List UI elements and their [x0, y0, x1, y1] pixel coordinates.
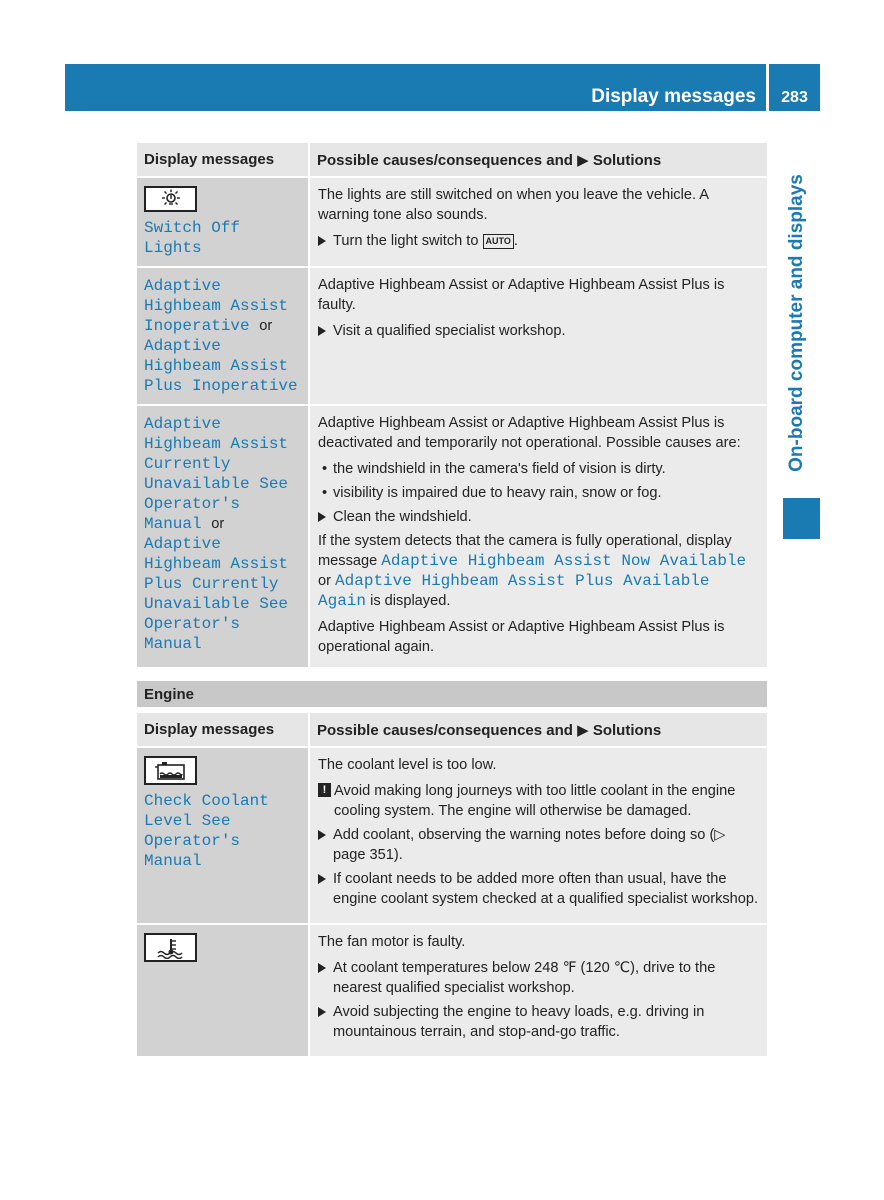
solution-cell: [309, 747, 767, 924]
solution-step: Avoid subjecting the engine to heavy loads, e.g. driving in mountainous terrain, and stop-and-go traffic.: [318, 1002, 761, 1042]
solution-cell: [309, 924, 767, 1057]
cause-text: The lights are still switched on when you leave the vehicle. A warning tone also sounds.: [318, 187, 709, 223]
column-header-causes: Possible causes/consequences and ▶ Solutions: [309, 143, 767, 177]
solution-step: Clean the windshield.: [318, 507, 761, 527]
column-header-messages: Display messages: [137, 143, 309, 177]
bullet-arrow-icon: [318, 830, 326, 840]
table-header: [137, 143, 767, 177]
page-title: Display messages: [591, 86, 756, 107]
table-row: [137, 177, 767, 267]
engine-table: [137, 681, 767, 1058]
bullet-arrow-icon: [318, 326, 326, 336]
warning-icon: !: [318, 783, 331, 797]
solution-step: At coolant temperatures below 248 ℉ (120 ℃), drive to the nearest qualified specialist workshop.: [318, 958, 761, 998]
bullet-arrow-icon: [318, 963, 326, 973]
coolant-level-icon: [144, 756, 197, 785]
solution-step: Visit a qualified specialist workshop.: [318, 321, 761, 341]
light-icon: [144, 186, 197, 212]
message-text: Switch Off Lights: [144, 219, 241, 257]
chapter-tab-label: On-board computer and displays: [786, 173, 807, 472]
section-header: [137, 681, 767, 710]
message-cell: [137, 405, 309, 668]
solution-cell: [309, 405, 767, 668]
message-text: Adaptive Highbeam Assist Currently Unavailable See Operator's Manual or Adaptive Highbeam Assist Plus Currently Unavailable See Operator's Manual: [144, 415, 289, 653]
solution-cell: [309, 267, 767, 405]
message-cell: [137, 747, 309, 924]
cause-text: Adaptive Highbeam Assist or Adaptive Highbeam Assist Plus is operational again.: [318, 619, 725, 655]
display-messages-table: [137, 143, 767, 669]
solution-arrow-icon: ▶: [577, 722, 589, 739]
column-header-causes: Possible causes/consequences and ▶ Solutions: [309, 710, 767, 747]
table-row: [137, 747, 767, 924]
message-cell: [137, 267, 309, 405]
coolant-temperature-icon: [144, 933, 197, 962]
cause-text: The fan motor is faulty.: [318, 934, 466, 950]
warning-note: ! Avoid making long journeys with too little coolant in the engine cooling system. The engine will otherwise be damaged.: [318, 781, 761, 821]
bullet-arrow-icon: [318, 874, 326, 884]
header-bar: [65, 64, 766, 111]
cause-text: The coolant level is too low.: [318, 757, 497, 773]
table-row: [137, 924, 767, 1057]
message-cell: [137, 924, 309, 1057]
message-text: Check Coolant Level See Operator's Manual: [144, 792, 269, 870]
bullet-arrow-icon: [318, 236, 326, 246]
message-text: Adaptive Highbeam Assist Inoperative or Adaptive Highbeam Assist Plus Inoperative: [144, 277, 298, 395]
page-number-box: [769, 64, 820, 111]
bullet-arrow-icon: [318, 512, 326, 522]
chapter-marker: [783, 498, 820, 539]
chapter-tab: [777, 150, 817, 495]
cause-text: Adaptive Highbeam Assist or Adaptive Highbeam Assist Plus is faulty.: [318, 277, 725, 313]
solution-step: Turn the light switch to AUTO .: [318, 231, 761, 251]
auto-switch-icon: AUTO: [483, 234, 514, 249]
cause-text: If the system detects that the camera is fully operational, display message Adaptive Highbeam Assist Now Available or Adaptive Highbeam Assist Plus Available Again is displayed.: [318, 533, 747, 610]
page-number: 283: [781, 89, 808, 106]
bullet-arrow-icon: [318, 1007, 326, 1017]
message-cell: [137, 177, 309, 267]
cause-item: • the windshield in the camera's field of vision is dirty.: [322, 461, 666, 477]
table-row: [137, 267, 767, 405]
solution-cell: [309, 177, 767, 267]
solution-step: Add coolant, observing the warning notes before doing so (▷ page 351).: [318, 825, 761, 865]
solution-step: If coolant needs to be added more often than usual, have the engine coolant system checked at a qualified specialist workshop.: [318, 869, 761, 909]
column-header-messages: Display messages: [137, 710, 309, 747]
solution-arrow-icon: ▶: [577, 152, 589, 169]
cause-text: Adaptive Highbeam Assist or Adaptive Highbeam Assist Plus is deactivated and temporarily not operational. Possible causes are:: [318, 415, 741, 451]
table-row: [137, 405, 767, 668]
table-header: [137, 710, 767, 747]
section-title: Engine: [137, 681, 767, 710]
cause-item: • visibility is impaired due to heavy rain, snow or fog.: [322, 485, 662, 501]
